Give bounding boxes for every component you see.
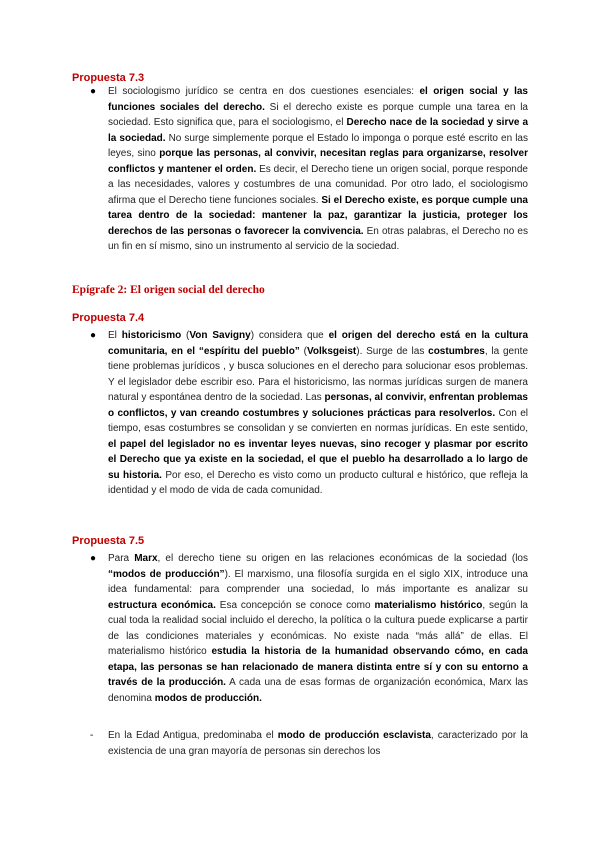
- text-run: ) considera que: [250, 330, 329, 341]
- text-run: , caracterizado por la existencia de una gran mayoría de personas sin derechos los: [108, 730, 528, 757]
- bullet-marker: ●: [90, 553, 97, 564]
- bold-text-run: el papel del legislador no es inventar leyes nuevas, sino recoger y plasmar por escrito el Derecho que ya existe en la sociedad, el que el pueblo ha desarrollado a lo largo de su historia.: [108, 438, 528, 481]
- bold-text-run: estudia la historia de la humanidad observando cómo, en cada etapa, las personas se han relacionado de manera distinta entre sí y con su entorno a través de la producción.: [108, 646, 528, 688]
- text-run: Es decir, el Derecho tiene un origen social, porque responde a las necesidades, valores y costumbres de una comunidad. Por otro lado, el sociologismo afirma que el Derecho tiene funciones sociales.: [108, 163, 528, 206]
- text-run: El: [108, 330, 122, 341]
- bold-text-run: el origen social y las funciones sociales del derecho.: [108, 86, 528, 113]
- text-run: , la gente tiene problemas jurídicos , y busca soluciones en el derecho para solucionar esos problemas. Y el legislador debe escribir eso. Para el historicismo, las normas jurídicas surgen de manera natural y espontánea dentro de la sociedad. Las: [108, 345, 529, 403]
- bullet-marker: ●: [90, 86, 97, 97]
- text-run: A cada una de esas formas de organización económica, Marx las denomina: [108, 677, 528, 704]
- bold-text-run: Marx: [134, 553, 158, 564]
- bold-text-run: personas, al convivir, enfrentan problemas o conflictos, y van creando costumbres y soluciones prácticas para resolverlos.: [108, 392, 528, 419]
- epigrafe-heading: Epígrafe 2: El origen social del derecho: [72, 284, 265, 296]
- bold-text-run: Derecho nace de la sociedad y sirve a la sociedad.: [108, 117, 529, 144]
- bold-text-run: materialismo histórico: [374, 599, 483, 611]
- bold-text-run: Von Savigny: [189, 330, 251, 341]
- paragraph-7-3: [108, 84, 528, 255]
- paragraph-edad-antigua: [108, 728, 528, 759]
- paragraph-7-5: [108, 551, 528, 706]
- bold-text-run: estructura económica.: [108, 599, 216, 611]
- bold-text-run: costumbres: [428, 345, 485, 357]
- text-run: No surge simplemente porque el Estado lo imponga o porque esté escrito en las leyes, sino: [108, 132, 528, 159]
- text-run: , según la cual toda la realidad social incluido el derecho, la política o la cultura puede explicarse a partir de las condiciones materiales y económicas. No existe nada “más allá” de ellas. El materialismo histórico: [108, 599, 528, 657]
- section-heading-7-5: Propuesta 7.5: [72, 535, 145, 547]
- text-run: , el derecho tiene su origen en las relaciones económicas de la sociedad (los: [157, 553, 528, 564]
- bold-text-run: historicismo: [121, 330, 182, 341]
- bold-text-run: modo de producción esclavista: [277, 730, 431, 741]
- bold-text-run: modos de producción.: [154, 692, 262, 704]
- text-run: Esa concepción se conoce como: [215, 599, 375, 611]
- dash-marker: -: [90, 730, 94, 741]
- text-run: El sociologismo jurídico se centra en dos cuestiones esenciales:: [108, 86, 420, 97]
- text-run: (: [299, 345, 307, 357]
- bold-text-run: “modos de producción”: [108, 568, 225, 580]
- bold-text-run: el origen del derecho está en la cultura comunitaria, en el “espíritu del pueblo”: [108, 330, 529, 357]
- section-heading-7-4: Propuesta 7.4: [72, 312, 145, 324]
- text-run: Si el derecho existe es porque cumple una tarea en la sociedad. Esto significa que, para el sociologismo, el: [108, 101, 528, 128]
- bold-text-run: Si el Derecho existe, es porque cumple una tarea dentro de la sociedad: mantener la paz, garantizar la justicia, proteger los derechos de las personas o favorecer la convivencia.: [108, 194, 528, 237]
- bold-text-run: Volksgeist: [306, 345, 357, 357]
- text-run: En la Edad Antigua, predominaba el: [108, 730, 278, 741]
- text-run: ). El marxismo, una filosofía surgida en el siglo XIX, introduce una idea fundamental: para comprender una sociedad, lo más importante es analizar su: [108, 568, 528, 595]
- text-run: (: [181, 330, 190, 341]
- bullet-marker: ●: [90, 330, 97, 341]
- paragraph-7-4: [108, 328, 528, 499]
- text-run: ). Surge de las: [356, 345, 429, 357]
- text-run: Con el tiempo, esas costumbres se consolidan y se convierten en normas jurídicas. En este sentido,: [108, 407, 528, 434]
- section-heading-7-3: Propuesta 7.3: [72, 72, 145, 84]
- text-run: Para: [108, 553, 135, 564]
- text-run: Por eso, el Derecho es visto como un producto cultural e histórico, que refleja la identidad y el modo de vida de cada comunidad.: [108, 469, 528, 496]
- bold-text-run: porque las personas, al convivir, necesitan reglas para organizarse, resolver conflictos y mantener el orden.: [108, 148, 528, 175]
- text-run: En otras palabras, el Derecho no es un fin en sí mismo, sino un instrumento al servicio de la sociedad.: [108, 225, 528, 252]
